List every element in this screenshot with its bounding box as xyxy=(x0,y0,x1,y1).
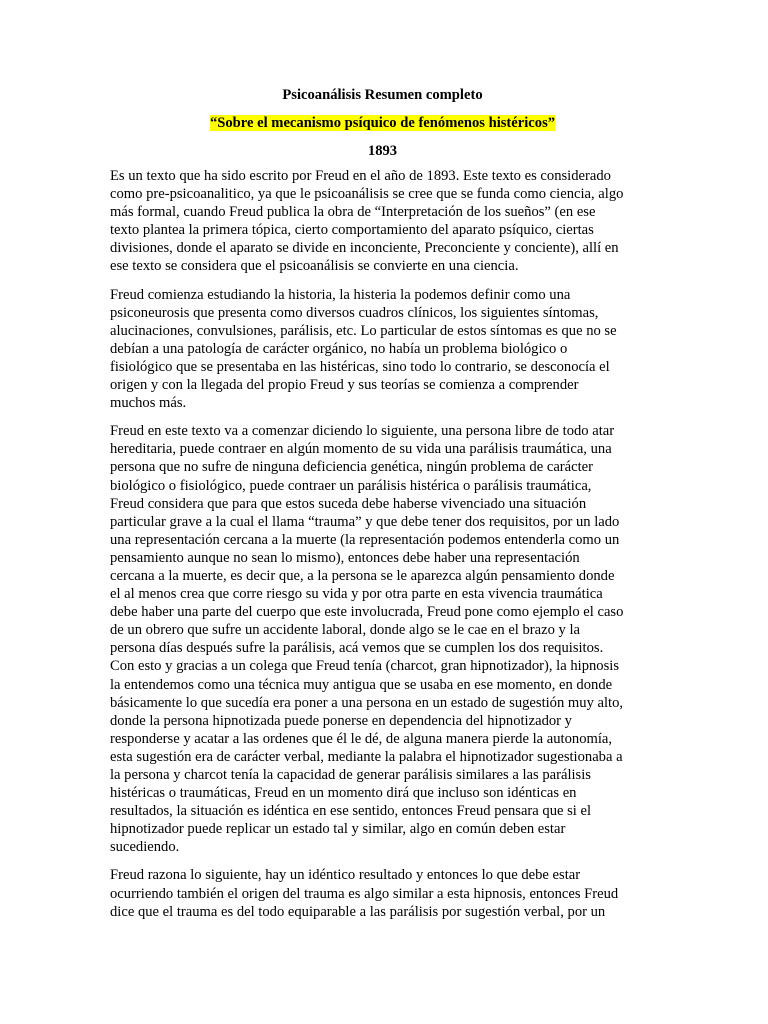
paragraph-line: debe haber una parte del cuerpo que este involucrada, Freud pone como ejemplo el caso xyxy=(110,604,624,621)
paragraph-line: cercana a la muerte, es decir que, a la persona se le aparezca algún pensamiento donde xyxy=(110,567,615,584)
paragraph-line: Freud en este texto va a comenzar diciendo lo siguiente, una persona libre de todo atar xyxy=(110,423,615,440)
document-year: 1893 xyxy=(367,143,398,159)
paragraph-line: hereditaria, puede contraer en algún momento de su vida una parálisis traumática, una xyxy=(110,441,612,458)
paragraph-line: el al menos crea que corre riesgo su vida y por otra parte en esta vivencia traumática xyxy=(110,586,603,603)
paragraph-line: más formal, cuando Freud publica la obra de “Interpretación de los sueños” (en ese xyxy=(110,204,596,221)
document-subtitle xyxy=(110,114,655,132)
body-paragraph xyxy=(110,422,655,856)
paragraph-line: biológico o fisiológico, puede contraer un parálisis histérica o parálisis traumática, xyxy=(110,477,592,494)
highlighted-subtitle: “Sobre el mecanismo psíquico de fenómenos histéricos” xyxy=(209,115,556,131)
paragraph-line: pensamiento aunque no sean lo mismo), entonces debe haber una representación xyxy=(110,549,580,566)
paragraph-line: histéricas o traumáticas, Freud en un momento dirá que incluso son idénticas en xyxy=(110,785,577,802)
paragraph-line: Con esto y gracias a un colega que Freud tenía (charcot, gran hipnotizador), la hipnosis xyxy=(110,658,619,675)
paragraph-line: Es un texto que ha sido escrito por Freud en el año de 1893. Este texto es considerado xyxy=(110,168,611,184)
document-title: Psicoanálisis Resumen completo xyxy=(282,87,483,103)
paragraph-line: dice que el trauma es del todo equiparable a las parálisis por sugestión verbal, por un xyxy=(110,903,606,920)
paragraph-line: fisiológico que se presentaba en las histéricas, sino todo lo contrario, se desconocía el xyxy=(110,358,610,375)
paragraph-line: sucediendo. xyxy=(110,839,180,856)
paragraph-line: hipnotizador puede replicar un estado tal y similar, algo en común deben estar xyxy=(110,821,566,838)
paragraph-line: Freud considera que para que estos suceda debe haberse vivenciado una situación xyxy=(110,495,587,512)
paragraph-line: divisiones, donde el aparato se divide en inconciente, Preconciente y conciente), allí en xyxy=(110,240,619,257)
paragraph-line: ese texto se considera que el psicoanálisis se convierte en una ciencia. xyxy=(110,258,519,275)
paragraph-line: esta sugestión era de carácter verbal, mediante la palabra el hipnotizador sugestionaba a xyxy=(110,748,623,765)
document-body xyxy=(110,167,655,921)
body-paragraph xyxy=(110,866,655,920)
paragraph-line: donde la persona hipnotizada puede ponerse en dependencia del hipnotizador y xyxy=(110,712,572,729)
paragraph-line: debían a una patología de carácter orgánico, no había un problema biológico o xyxy=(110,340,568,357)
paragraph-line: texto plantea la primera tópica, cierto comportamiento del aparato psíquico, ciertas xyxy=(110,222,594,239)
paragraph-line: alucinaciones, convulsiones, parálisis, etc. Lo particular de estos síntomas es que no se xyxy=(110,322,617,339)
paragraph-line: de un obrero que sufre un accidente laboral, donde algo se le cae en el brazo y la xyxy=(110,622,581,639)
paragraph-line: muchos más. xyxy=(110,395,187,412)
paragraph-line: Freud razona lo siguiente, hay un idéntico resultado y entonces lo que debe estar xyxy=(110,867,581,884)
paragraph-line: la persona y charcot tenía la capacidad de generar parálisis similares a las parálisis xyxy=(110,767,591,783)
paragraph-line: ocurriendo también el origen del trauma es algo similar a esta hipnosis, entonces Freud xyxy=(110,885,619,902)
paragraph-line: particular grave a la cual el llama “trauma” y que debe tener dos requisitos, por un lado xyxy=(110,513,620,530)
paragraph-line: como pre-psicoanalitico, ya que le psicoanálisis se cree que se funda como ciencia, algo xyxy=(110,186,624,203)
paragraph-line: origen y con la llegada del propio Freud y sus teorías se comienza a comprender xyxy=(110,377,579,394)
document-page xyxy=(110,86,655,931)
paragraph-line: responderse y acatar a las ordenes que él le dé, de alguna manera pierde la autonomía, xyxy=(110,730,613,747)
paragraph-line: Freud comienza estudiando la historia, la histeria la podemos definir como una xyxy=(110,286,571,303)
paragraph-line: resultados, la situación es idéntica en ese sentido, entonces Freud pensara que si el xyxy=(110,803,592,820)
paragraph-line: la entendemos como una técnica muy antigua que se usaba en ese momento, en donde xyxy=(110,676,613,693)
paragraph-line: una representación cercana a la muerte (la representación podemos entenderla como un xyxy=(110,531,620,548)
paragraph-line: psiconeurosis que presenta como diversos cuadros clínicos, los siguientes síntomas, xyxy=(110,304,599,321)
paragraph-line: persona días después sufre la parálisis, acá vemos que se cumplen los dos requisitos. xyxy=(110,640,604,657)
paragraph-line: persona que no sufre de ninguna deficiencia genética, ningún problema de carácter xyxy=(110,459,593,476)
paragraph-line: básicamente lo que sucedía era poner a una persona en un estado de sugestión muy alto, xyxy=(110,694,624,711)
body-paragraph xyxy=(110,286,655,413)
body-paragraph xyxy=(110,167,655,276)
